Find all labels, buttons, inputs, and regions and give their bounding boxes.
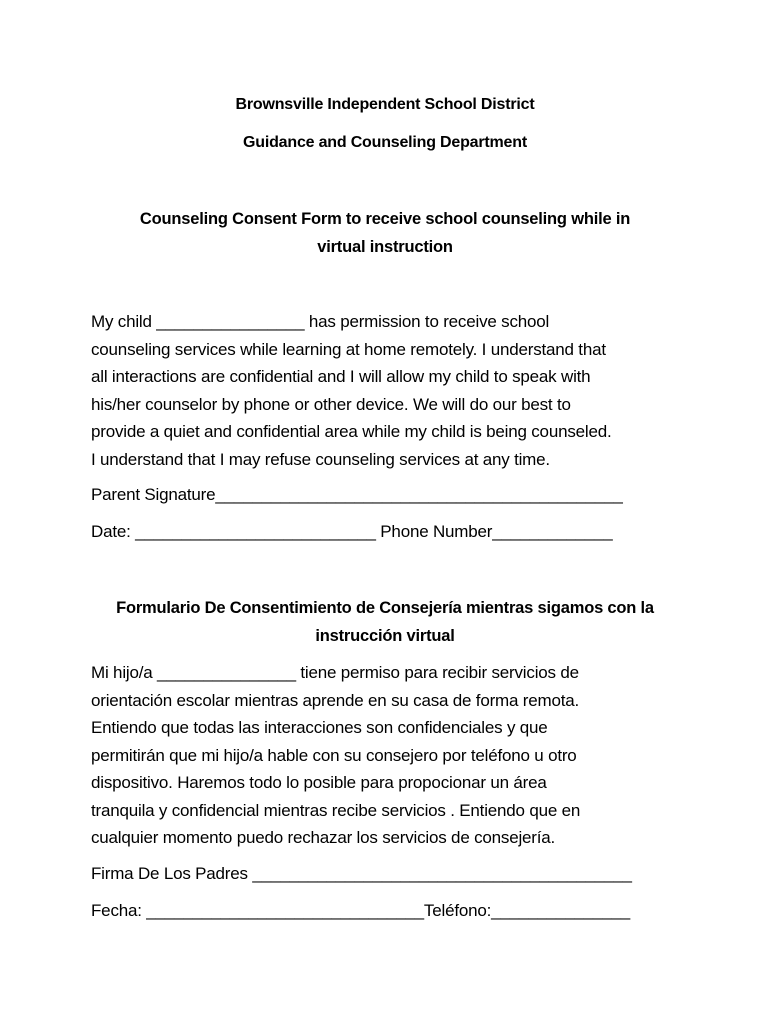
- spanish-form-title: Formulario De Consentimiento de Consejería mientras sigamos con la instrucción virtual: [116, 599, 654, 645]
- department-name: Guidance and Counseling Department: [243, 134, 527, 151]
- parent-signature-line: Parent Signature____________________________________________: [91, 485, 623, 504]
- spanish-consent-body: Mi hijo/a _______________ tiene permiso para recibir servicios de orientación escolar mientras aprende en su casa de forma remota. Entiendo que todas las interacciones son confidenciales y que permitirán que mi hijo/a hable con su consejero por teléfono u otro dispositivo. Haremos todo lo posible para propocionar un área tranquila y confidencial mientras recibe servicios . Entiendo que en cualquier momento puedo rechazar los servicios de consejería.: [91, 663, 581, 847]
- firma-padres-line: Firma De Los Padres _________________________________________: [91, 864, 632, 883]
- district-name: Brownsville Independent School District: [235, 96, 535, 113]
- english-form-title: Counseling Consent Form to receive school counseling while in virtual instruction: [139, 210, 631, 256]
- english-consent-body: My child ________________ has permission to receive school counseling services while learning at home remotely. I understand that all interactions are confidential and I will allow my child to speak with his/her counselor by phone or other device. We will do our best to provide a quiet and confidential area while my child is being counseled. I understand that I may refuse counseling services at any time.: [91, 312, 612, 469]
- spanish-date-phone-line: Fecha: ______________________________Teléfono:_______________: [91, 901, 630, 920]
- english-date-phone-line: Date: __________________________ Phone Number_____________: [91, 522, 613, 541]
